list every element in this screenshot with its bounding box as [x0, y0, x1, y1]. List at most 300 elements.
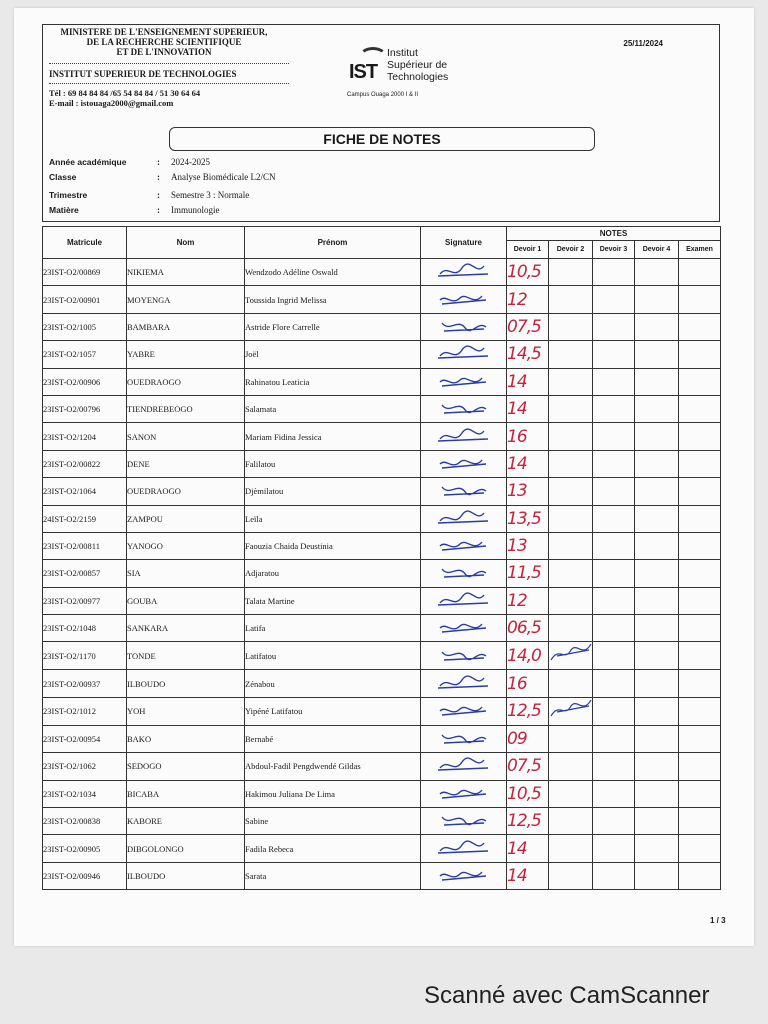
ministry-line-1: MINISTERE DE L'ENSEIGNEMENT SUPERIEUR,	[60, 27, 268, 37]
grade-devoir-4	[635, 313, 679, 340]
handwritten-signature	[436, 344, 492, 364]
grade-devoir-4	[635, 725, 679, 752]
logo-name-line: Supérieur de	[387, 59, 448, 71]
grade-devoir-2	[549, 313, 593, 340]
grade-examen	[679, 753, 721, 780]
grade-examen	[679, 725, 721, 752]
prenom-cell: Sarata	[245, 862, 421, 889]
page-number: 1 / 3	[710, 916, 726, 925]
nom-cell: SANKARA	[127, 615, 245, 642]
grade-examen	[679, 505, 721, 532]
signature-cell	[421, 450, 507, 477]
grade-devoir-1: 07,5	[507, 313, 549, 340]
grade-devoir-1: 11,5	[507, 560, 549, 587]
signature-cell	[421, 862, 507, 889]
nom-cell: BAKO	[127, 725, 245, 752]
grade-devoir-4	[635, 697, 679, 725]
grade-devoir-3	[593, 780, 635, 807]
grade-devoir-3	[593, 532, 635, 559]
colon: :	[157, 205, 160, 215]
grade-examen	[679, 341, 721, 368]
grade-devoir-3	[593, 587, 635, 614]
matricule-cell: 23IST-O2/1204	[43, 423, 127, 450]
signature-cell	[421, 505, 507, 532]
handwritten-signature	[436, 427, 492, 447]
handwritten-signature	[436, 756, 492, 776]
signature-cell	[421, 670, 507, 697]
grade-examen	[679, 395, 721, 422]
matricule-cell: 23IST-O2/1005	[43, 313, 127, 340]
info-value: Immunologie	[171, 205, 220, 215]
nom-cell: ILBOUDO	[127, 862, 245, 889]
signature-cell	[421, 395, 507, 422]
table-row	[43, 753, 721, 780]
grade-devoir-4	[635, 642, 679, 670]
grade-devoir-3	[593, 560, 635, 587]
institute-name: INSTITUT SUPERIEUR DE TECHNOLOGIES	[49, 69, 237, 79]
info-label: Classe	[49, 172, 77, 182]
divider	[49, 63, 289, 64]
grade-devoir-3	[593, 670, 635, 697]
prenom-cell: Astride Flore Carrelle	[245, 313, 421, 340]
prenom-cell: Falilatou	[245, 450, 421, 477]
signature-cell	[421, 478, 507, 505]
grade-devoir-3	[593, 753, 635, 780]
handwritten-signature	[436, 262, 492, 282]
handwritten-signature	[436, 372, 492, 392]
grade-examen	[679, 862, 721, 889]
table-row	[43, 532, 721, 559]
grade-devoir-1: 14	[507, 835, 549, 862]
info-value: Analyse Biomédicale L2/CN	[171, 172, 276, 182]
nom-cell: MOYENGA	[127, 286, 245, 313]
header-devoir-4: Devoir 4	[635, 241, 679, 259]
grade-devoir-2	[549, 478, 593, 505]
table-row	[43, 313, 721, 340]
matricule-cell: 23IST-O2/00796	[43, 395, 127, 422]
handwritten-mark-icon	[549, 642, 593, 664]
grade-devoir-1: 13	[507, 532, 549, 559]
grade-devoir-4	[635, 862, 679, 889]
grade-devoir-4	[635, 259, 679, 286]
nom-cell: SANON	[127, 423, 245, 450]
grade-devoir-1: 16	[507, 670, 549, 697]
signature-cell	[421, 642, 507, 670]
grade-examen	[679, 808, 721, 835]
signature-cell	[421, 286, 507, 313]
header-devoir-3: Devoir 3	[593, 241, 635, 259]
matricule-cell: 23IST-O2/00857	[43, 560, 127, 587]
grade-devoir-1: 06,5	[507, 615, 549, 642]
grade-devoir-2	[549, 587, 593, 614]
signature-cell	[421, 725, 507, 752]
grade-examen	[679, 450, 721, 477]
nom-cell: YOH	[127, 697, 245, 725]
grade-devoir-3	[593, 450, 635, 477]
matricule-cell: 23IST-O2/00937	[43, 670, 127, 697]
grade-devoir-3	[593, 478, 635, 505]
handwritten-signature	[436, 839, 492, 859]
grade-devoir-1: 12,5	[507, 697, 549, 725]
handwritten-signature	[436, 290, 492, 310]
header-matricule: Matricule	[43, 227, 127, 259]
table-row	[43, 368, 721, 395]
prenom-cell: Salamata	[245, 395, 421, 422]
grade-devoir-2	[549, 560, 593, 587]
grade-devoir-1: 09	[507, 725, 549, 752]
grade-examen	[679, 587, 721, 614]
signature-cell	[421, 697, 507, 725]
colon: :	[157, 190, 160, 200]
grade-devoir-2	[549, 505, 593, 532]
grade-devoir-2	[549, 808, 593, 835]
logo-name	[387, 47, 448, 83]
prenom-cell: Hakimou Juliana De Lima	[245, 780, 421, 807]
grade-devoir-3	[593, 395, 635, 422]
prenom-cell: Fadila Rebeca	[245, 835, 421, 862]
handwritten-signature	[436, 317, 492, 337]
document-header	[42, 24, 720, 222]
grade-devoir-1: 14	[507, 862, 549, 889]
header-devoir-1: Devoir 1	[507, 241, 549, 259]
handwritten-signature	[436, 591, 492, 611]
info-label: Matière	[49, 205, 79, 215]
grade-devoir-4	[635, 670, 679, 697]
grade-devoir-3	[593, 368, 635, 395]
logo-name-line: Institut	[387, 47, 418, 59]
grade-devoir-3	[593, 341, 635, 368]
matricule-cell: 23IST-O2/00954	[43, 725, 127, 752]
matricule-cell: 23IST-O2/1062	[43, 753, 127, 780]
grade-devoir-4	[635, 395, 679, 422]
nom-cell: OUEDRAOGO	[127, 478, 245, 505]
nom-cell: YANOGO	[127, 532, 245, 559]
prenom-cell: Mariam Fidina Jessica	[245, 423, 421, 450]
grade-devoir-1: 12,5	[507, 808, 549, 835]
header-signature: Signature	[421, 227, 507, 259]
table-row	[43, 808, 721, 835]
handwritten-mark-icon	[549, 698, 593, 720]
signature-cell	[421, 532, 507, 559]
signature-cell	[421, 753, 507, 780]
nom-cell: YABRE	[127, 341, 245, 368]
header-notes: NOTES	[507, 227, 721, 241]
prenom-cell: Wendzodo Adéline Oswald	[245, 259, 421, 286]
ministry-name	[49, 27, 279, 57]
prenom-cell: Leïla	[245, 505, 421, 532]
grade-devoir-2	[549, 341, 593, 368]
grade-examen	[679, 286, 721, 313]
grade-devoir-4	[635, 560, 679, 587]
table-row	[43, 725, 721, 752]
handwritten-signature	[436, 866, 492, 886]
matricule-cell: 23IST-O2/1057	[43, 341, 127, 368]
grade-devoir-2	[549, 670, 593, 697]
handwritten-signature	[436, 646, 492, 666]
grade-devoir-4	[635, 505, 679, 532]
table-row	[43, 587, 721, 614]
handwritten-signature	[436, 481, 492, 501]
signature-cell	[421, 423, 507, 450]
colon: :	[157, 172, 160, 182]
grade-devoir-1: 13	[507, 478, 549, 505]
grade-devoir-4	[635, 615, 679, 642]
grade-devoir-2	[549, 615, 593, 642]
table-row	[43, 835, 721, 862]
grade-devoir-4	[635, 478, 679, 505]
table-row	[43, 780, 721, 807]
matricule-cell: 23IST-O2/00838	[43, 808, 127, 835]
matricule-cell: 23IST-O2/1012	[43, 697, 127, 725]
grade-examen	[679, 313, 721, 340]
signature-cell	[421, 313, 507, 340]
logo-campus: Campus Ouaga 2000 I & II	[347, 92, 419, 98]
signature-cell	[421, 341, 507, 368]
grade-devoir-2	[549, 835, 593, 862]
grade-devoir-1: 14	[507, 450, 549, 477]
grade-devoir-1: 16	[507, 423, 549, 450]
document-date: 25/11/2024	[623, 39, 663, 48]
grade-examen	[679, 423, 721, 450]
grade-examen	[679, 560, 721, 587]
table-row	[43, 341, 721, 368]
handwritten-signature	[436, 784, 492, 804]
prenom-cell: Rahinatou Leaticia	[245, 368, 421, 395]
nom-cell: GOUBA	[127, 587, 245, 614]
prenom-cell: Adjaratou	[245, 560, 421, 587]
table-row	[43, 450, 721, 477]
document-title: FICHE DE NOTES	[169, 127, 595, 151]
info-label: Année académique	[49, 157, 127, 167]
prenom-cell: Djèmilatou	[245, 478, 421, 505]
header-devoir-2: Devoir 2	[549, 241, 593, 259]
phone-number: Tél : 69 84 84 84 /65 54 84 84 / 51 30 64 64	[49, 88, 201, 98]
signature-cell	[421, 259, 507, 286]
colon: :	[157, 157, 160, 167]
nom-cell: DENE	[127, 450, 245, 477]
grade-devoir-1: 10,5	[507, 259, 549, 286]
matricule-cell: 23IST-O2/1170	[43, 642, 127, 670]
grade-devoir-2	[549, 532, 593, 559]
matricule-cell: 23IST-O2/1064	[43, 478, 127, 505]
prenom-cell: Latifatou	[245, 642, 421, 670]
prenom-cell: Latifa	[245, 615, 421, 642]
grade-devoir-1: 14,5	[507, 341, 549, 368]
grade-examen	[679, 835, 721, 862]
grade-examen	[679, 697, 721, 725]
nom-cell: BAMBARA	[127, 313, 245, 340]
grade-devoir-2	[549, 753, 593, 780]
handwritten-signature	[436, 509, 492, 529]
divider	[49, 83, 289, 84]
handwritten-signature	[436, 811, 492, 831]
grade-devoir-1: 14,0	[507, 642, 549, 670]
signature-cell	[421, 615, 507, 642]
scanner-watermark: Scanné avec CamScanner	[424, 982, 710, 1009]
grade-devoir-3	[593, 286, 635, 313]
grades-table	[42, 226, 721, 890]
grade-devoir-4	[635, 450, 679, 477]
nom-cell: KABORE	[127, 808, 245, 835]
prenom-cell: Toussida Ingrid Melissa	[245, 286, 421, 313]
ministry-line-3: ET DE L'INNOVATION	[116, 47, 212, 57]
info-value: 2024-2025	[171, 157, 210, 167]
signature-cell	[421, 560, 507, 587]
info-value: Semestre 3 : Normale	[171, 190, 250, 200]
matricule-cell: 23IST-O2/00977	[43, 587, 127, 614]
grade-devoir-4	[635, 753, 679, 780]
grade-examen	[679, 368, 721, 395]
matricule-cell: 23IST-O2/1048	[43, 615, 127, 642]
grade-devoir-1: 12	[507, 286, 549, 313]
prenom-cell: Abdoul-Fadil Pengdwendé Gildas	[245, 753, 421, 780]
nom-cell: OUEDRAOGO	[127, 368, 245, 395]
grade-devoir-3	[593, 642, 635, 670]
grade-devoir-4	[635, 532, 679, 559]
table-row	[43, 697, 721, 725]
table-row	[43, 395, 721, 422]
grade-devoir-4	[635, 835, 679, 862]
grade-devoir-4	[635, 341, 679, 368]
grade-devoir-1: 13,5	[507, 505, 549, 532]
grade-examen	[679, 670, 721, 697]
table-row	[43, 286, 721, 313]
handwritten-signature	[436, 701, 492, 721]
nom-cell: BICABA	[127, 780, 245, 807]
email-address: E-mail : istouaga2000@gmail.com	[49, 98, 174, 108]
signature-cell	[421, 587, 507, 614]
grade-examen	[679, 478, 721, 505]
matricule-cell: 23IST-O2/00905	[43, 835, 127, 862]
ist-logo	[343, 45, 453, 101]
grade-devoir-3	[593, 808, 635, 835]
matricule-cell: 23IST-O2/00901	[43, 286, 127, 313]
nom-cell: ILBOUDO	[127, 670, 245, 697]
table-row	[43, 505, 721, 532]
matricule-cell: 24IST-O2/2159	[43, 505, 127, 532]
header-examen: Examen	[679, 241, 721, 259]
grade-devoir-3	[593, 423, 635, 450]
logo-name-line: Technologies	[387, 71, 449, 83]
grade-examen	[679, 615, 721, 642]
grade-devoir-3	[593, 697, 635, 725]
header-nom: Nom	[127, 227, 245, 259]
grade-examen	[679, 532, 721, 559]
grade-devoir-1: 12	[507, 587, 549, 614]
grade-devoir-2	[549, 450, 593, 477]
grade-devoir-2	[549, 368, 593, 395]
prenom-cell: Yipéné Latifatou	[245, 697, 421, 725]
nom-cell: SEDOGO	[127, 753, 245, 780]
prenom-cell: Sabine	[245, 808, 421, 835]
table-row	[43, 642, 721, 670]
grade-devoir-3	[593, 313, 635, 340]
nom-cell: NIKIEMA	[127, 259, 245, 286]
grade-devoir-4	[635, 423, 679, 450]
grade-devoir-2	[549, 725, 593, 752]
grade-devoir-2	[549, 286, 593, 313]
grade-devoir-4	[635, 368, 679, 395]
table-row	[43, 560, 721, 587]
grade-devoir-1: 10,5	[507, 780, 549, 807]
matricule-cell: 23IST-O2/00906	[43, 368, 127, 395]
grade-devoir-1: 07,5	[507, 753, 549, 780]
matricule-cell: 23IST-O2/00811	[43, 532, 127, 559]
table-row	[43, 259, 721, 286]
prenom-cell: Zénabou	[245, 670, 421, 697]
info-label: Trimestre	[49, 190, 88, 200]
grade-devoir-3	[593, 725, 635, 752]
grade-devoir-3	[593, 835, 635, 862]
grade-devoir-2	[549, 423, 593, 450]
table-row	[43, 423, 721, 450]
grade-devoir-4	[635, 587, 679, 614]
grade-devoir-2	[549, 642, 593, 670]
signature-cell	[421, 835, 507, 862]
prenom-cell: Joël	[245, 341, 421, 368]
matricule-cell: 23IST-O2/1034	[43, 780, 127, 807]
handwritten-signature	[436, 536, 492, 556]
handwritten-signature	[436, 399, 492, 419]
matricule-cell: 23IST-O2/00822	[43, 450, 127, 477]
nom-cell: TIENDREBEOGO	[127, 395, 245, 422]
handwritten-signature	[436, 729, 492, 749]
contact-info	[49, 88, 200, 108]
nom-cell: TONDE	[127, 642, 245, 670]
handwritten-signature	[436, 674, 492, 694]
signature-cell	[421, 808, 507, 835]
header-prenom: Prénom	[245, 227, 421, 259]
grade-examen	[679, 780, 721, 807]
grade-devoir-3	[593, 615, 635, 642]
table-row	[43, 615, 721, 642]
matricule-cell: 23IST-O2/00946	[43, 862, 127, 889]
nom-cell: DIBGOLONGO	[127, 835, 245, 862]
nom-cell: ZAMPOU	[127, 505, 245, 532]
handwritten-signature	[436, 563, 492, 583]
matricule-cell: 23IST-O2/00869	[43, 259, 127, 286]
signature-cell	[421, 780, 507, 807]
signature-cell	[421, 368, 507, 395]
grade-devoir-3	[593, 259, 635, 286]
handwritten-signature	[436, 454, 492, 474]
table-row	[43, 862, 721, 889]
grade-devoir-3	[593, 862, 635, 889]
table-row	[43, 478, 721, 505]
logo-abbr: IST	[349, 61, 378, 83]
grade-devoir-4	[635, 808, 679, 835]
grade-devoir-2	[549, 259, 593, 286]
grade-examen	[679, 259, 721, 286]
grade-devoir-2	[549, 395, 593, 422]
grade-devoir-1: 14	[507, 368, 549, 395]
grade-examen	[679, 642, 721, 670]
grade-devoir-4	[635, 780, 679, 807]
grade-devoir-2	[549, 862, 593, 889]
grade-devoir-2	[549, 697, 593, 725]
prenom-cell: Bernabé	[245, 725, 421, 752]
handwritten-signature	[436, 618, 492, 638]
prenom-cell: Talata Martine	[245, 587, 421, 614]
table-row	[43, 670, 721, 697]
grade-devoir-1: 14	[507, 395, 549, 422]
prenom-cell: Faouzia Chaida Deustinia	[245, 532, 421, 559]
nom-cell: SIA	[127, 560, 245, 587]
grade-devoir-3	[593, 505, 635, 532]
grade-devoir-4	[635, 286, 679, 313]
grade-devoir-2	[549, 780, 593, 807]
ministry-line-2: DE LA RECHERCHE SCIENTIFIQUE	[86, 37, 242, 47]
